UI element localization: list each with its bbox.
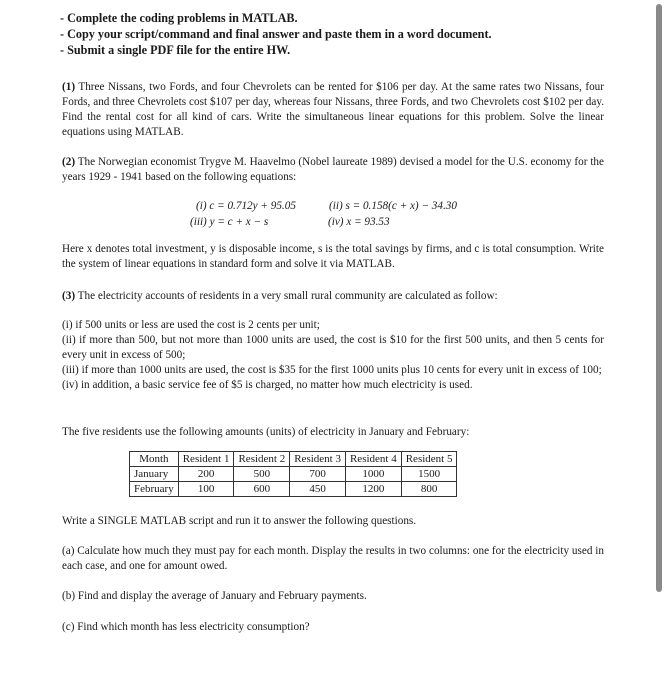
table-cell: 450 xyxy=(290,482,346,497)
table-header: Resident 5 xyxy=(401,452,457,467)
question-number: (1) xyxy=(62,81,76,93)
instruction-line: - Copy your script/command and final answer and paste them in a word document. xyxy=(60,27,492,42)
table-header: Resident 1 xyxy=(178,452,234,467)
question-text: The Norwegian economist Trygve M. Haavelmo (Nobel laureate 1989) devised a model for the U.S. economy for the years 1929 - 1941 based on the following equations: xyxy=(62,156,604,183)
equation-ii: (ii) s = 0.158(c + x) − 34.30 xyxy=(329,200,457,212)
table-cell: 600 xyxy=(234,482,290,497)
rate-rule: (iii) if more than 1000 units are used, the cost is $35 for the first 1000 units plus 10 cents for every unit in excess of 100; xyxy=(62,364,602,376)
table-cell: 700 xyxy=(290,467,346,482)
question-3 xyxy=(62,289,604,304)
table-header: Month xyxy=(130,452,179,467)
rate-rule: (i) if 500 units or less are used the cost is 2 cents per unit; xyxy=(62,319,320,331)
instructions xyxy=(60,10,620,59)
table-header: Resident 4 xyxy=(345,452,401,467)
table-intro: The five residents use the following amounts (units) of electricity in January and February: xyxy=(62,426,470,438)
table-cell: January xyxy=(130,467,179,482)
table-header: Resident 3 xyxy=(290,452,346,467)
instruction-line: - Complete the coding problems in MATLAB. xyxy=(60,11,298,25)
rate-rule: (iv) in addition, a basic service fee of $5 is charged, no matter how much electricity is used. xyxy=(62,379,473,391)
question-1 xyxy=(62,80,604,140)
vertical-scrollbar[interactable] xyxy=(656,4,662,592)
table-cell: February xyxy=(130,482,179,497)
table-cell: 1500 xyxy=(401,467,457,482)
question-number: (3) xyxy=(62,290,76,302)
subquestion-b: (b) Find and display the average of January and February payments. xyxy=(62,590,367,602)
equation-iii: (iii) y = c + x − s xyxy=(190,216,269,228)
table-cell: 500 xyxy=(234,467,290,482)
table-header-row xyxy=(130,452,457,467)
table-header: Resident 2 xyxy=(234,452,290,467)
question-number: (2) xyxy=(62,156,76,168)
table-cell: 100 xyxy=(178,482,234,497)
question-2 xyxy=(62,155,604,185)
table-cell: 1200 xyxy=(345,482,401,497)
table-row xyxy=(130,467,457,482)
question-text: Three Nissans, two Fords, and four Chevrolets can be rented for $106 per day. At the same rates two Nissans, four Fords, and three Chevrolets cost $107 per day, whereas four Nissans, three Fords, and two Chevrolets cost $102 per day. Find the rental cost for all kind of cars. Write the simultaneous linear equations for this problem. Solve the linear equations using MATLAB. xyxy=(62,81,604,138)
rate-rules xyxy=(62,318,604,393)
equation-i: (i) c = 0.712y + 95.05 xyxy=(196,200,296,212)
instruction-line: - Submit a single PDF file for the entire HW. xyxy=(60,43,291,58)
subquestion-c: (c) Find which month has less electricity consumption? xyxy=(62,621,310,633)
question-text: The electricity accounts of residents in a very small rural community are calculated as follow: xyxy=(77,290,498,302)
table-cell: 200 xyxy=(178,467,234,482)
equation-iv: (iv) x = 93.53 xyxy=(328,216,390,228)
table-cell: 800 xyxy=(401,482,457,497)
rate-rule: (ii) if more than 500, but not more than 1000 units are used, the cost is $10 for the first 500 units, and then 5 cents for every unit in excess of 500; xyxy=(62,334,604,361)
script-instruction: Write a SINGLE MATLAB script and run it to answer the following questions. xyxy=(62,515,417,527)
question-2-explanation: Here x denotes total investment, y is disposable income, s is the total savings by firms, and c is total consumption. Write the system of linear equations in standard form and solve it via MATLAB. xyxy=(62,243,604,270)
subquestion-a: (a) Calculate how much they must pay for each month. Display the results in two columns: one for the electricity used in each case, and one for amount owed. xyxy=(62,545,604,572)
table-row xyxy=(130,482,457,497)
electricity-table xyxy=(129,451,457,497)
table-cell: 1000 xyxy=(345,467,401,482)
